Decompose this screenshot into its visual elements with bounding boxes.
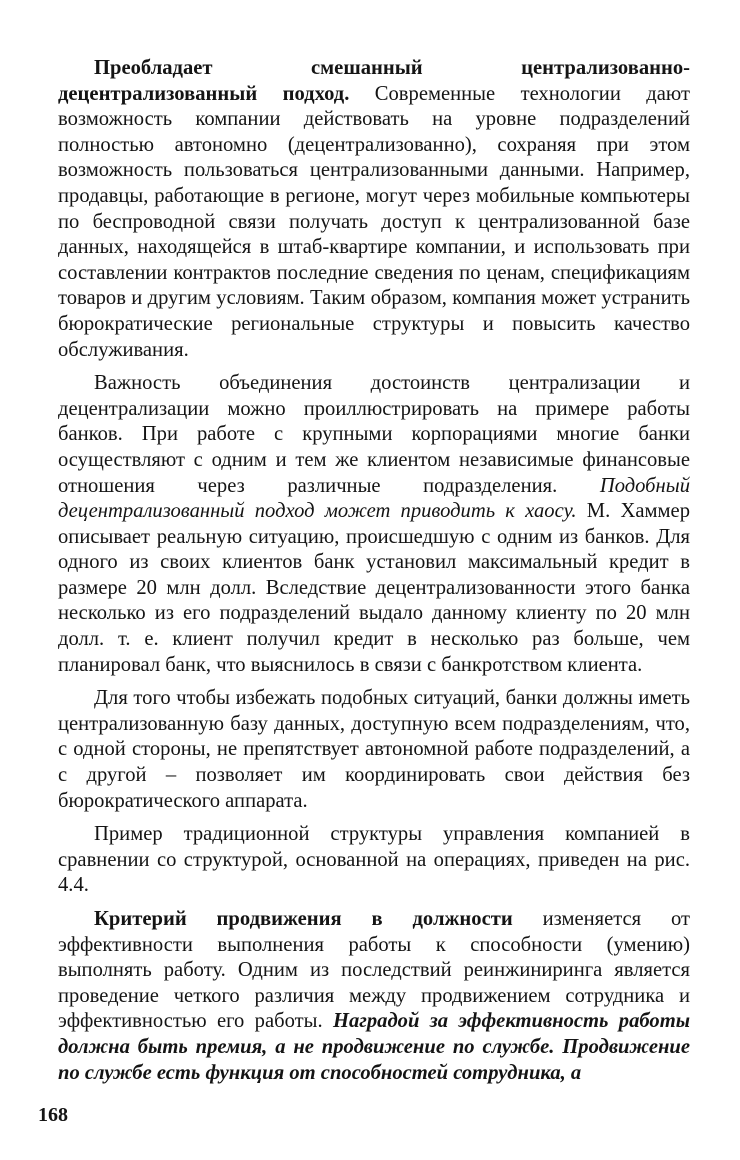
paragraph-1 xyxy=(58,56,690,363)
paragraph-3 xyxy=(58,686,690,814)
paragraph-1-text: Современные технологии дают возможность компании действовать на уровне подразделений полностью автономно (децентрализованно), сохраняя при этом возможность пользоваться централизованными данными. Например, продавцы, работающие в регионе, могут через мобильные компьютеры по беспроводной связи получать доступ к централизованной базе данных, находящейся в штаб-квартире компании, и использовать при составлении контрактов последние сведения по ценам, спецификациям товаров и другим условиям. Таким образом, компания может устранить бюрократические региональные структуры и повысить качество обслуживания. xyxy=(58,82,690,361)
paragraph-3-text: Для того чтобы избежать подобных ситуаций, банки должны иметь централизованную базу данных, доступную всем подразделениям, что, с одной стороны, не препятствует автономной работе подразделений, а с другой – позволяет им координировать свои действия без бюрократического аппарата. xyxy=(58,687,690,812)
paragraph-2 xyxy=(58,371,690,678)
paragraph-4 xyxy=(58,822,690,899)
paragraph-1-lead: Преобладает смешанный централизованно-децентрализованный подход. xyxy=(58,57,690,105)
paragraph-2-italic: Подобный децентрализованный подход может приводить к хаосу. xyxy=(58,474,690,523)
paragraph-5-lead: Критерий продвижения в должности xyxy=(94,908,513,930)
page-number: 168 xyxy=(38,1104,68,1126)
paragraph-4-text: Пример традиционной структуры управления компанией в сравнении со структурой, основанной на операциях, приведен на рис. 4.4. xyxy=(58,823,690,897)
paragraph-2-text-after: М. Хаммер описывает реальную ситуацию, происшедшую с одним из банков. Для одного из своих клиентов банк установил максимальный кредит в размере 20 млн долл. Вследствие децентрализованности этого банка несколько из его подразделений выдало данному клиенту по 20 млн долл. т. е. клиент получил кредит в несколько раз больше, чем планировал банк, что выяснилось в связи с банкротством клиента. xyxy=(58,500,690,676)
paragraph-2-text-before: Важность объединения достоинств централизации и децентрализации можно проиллюстрировать на примере работы банков. При работе с крупными корпорациями многие банки осуществляют с одним и тем же клиентом независимые финансовые отношения через различные подразделения. xyxy=(58,372,690,497)
paragraph-5-bold-italic: Наградой за эффективность работы должна быть премия, а не продвижение по службе. Продвижение по службе есть функция от способностей сотрудника, а xyxy=(58,1010,690,1084)
paragraph-5-text-before: изменяется от эффективности выполнения работы к способности (умению) выполнять работу. Одним из последствий реинжиниринга является проведение четкого различия между продвижением сотрудника и эффективностью его работы. xyxy=(58,908,690,1033)
paragraph-5 xyxy=(58,907,690,1086)
